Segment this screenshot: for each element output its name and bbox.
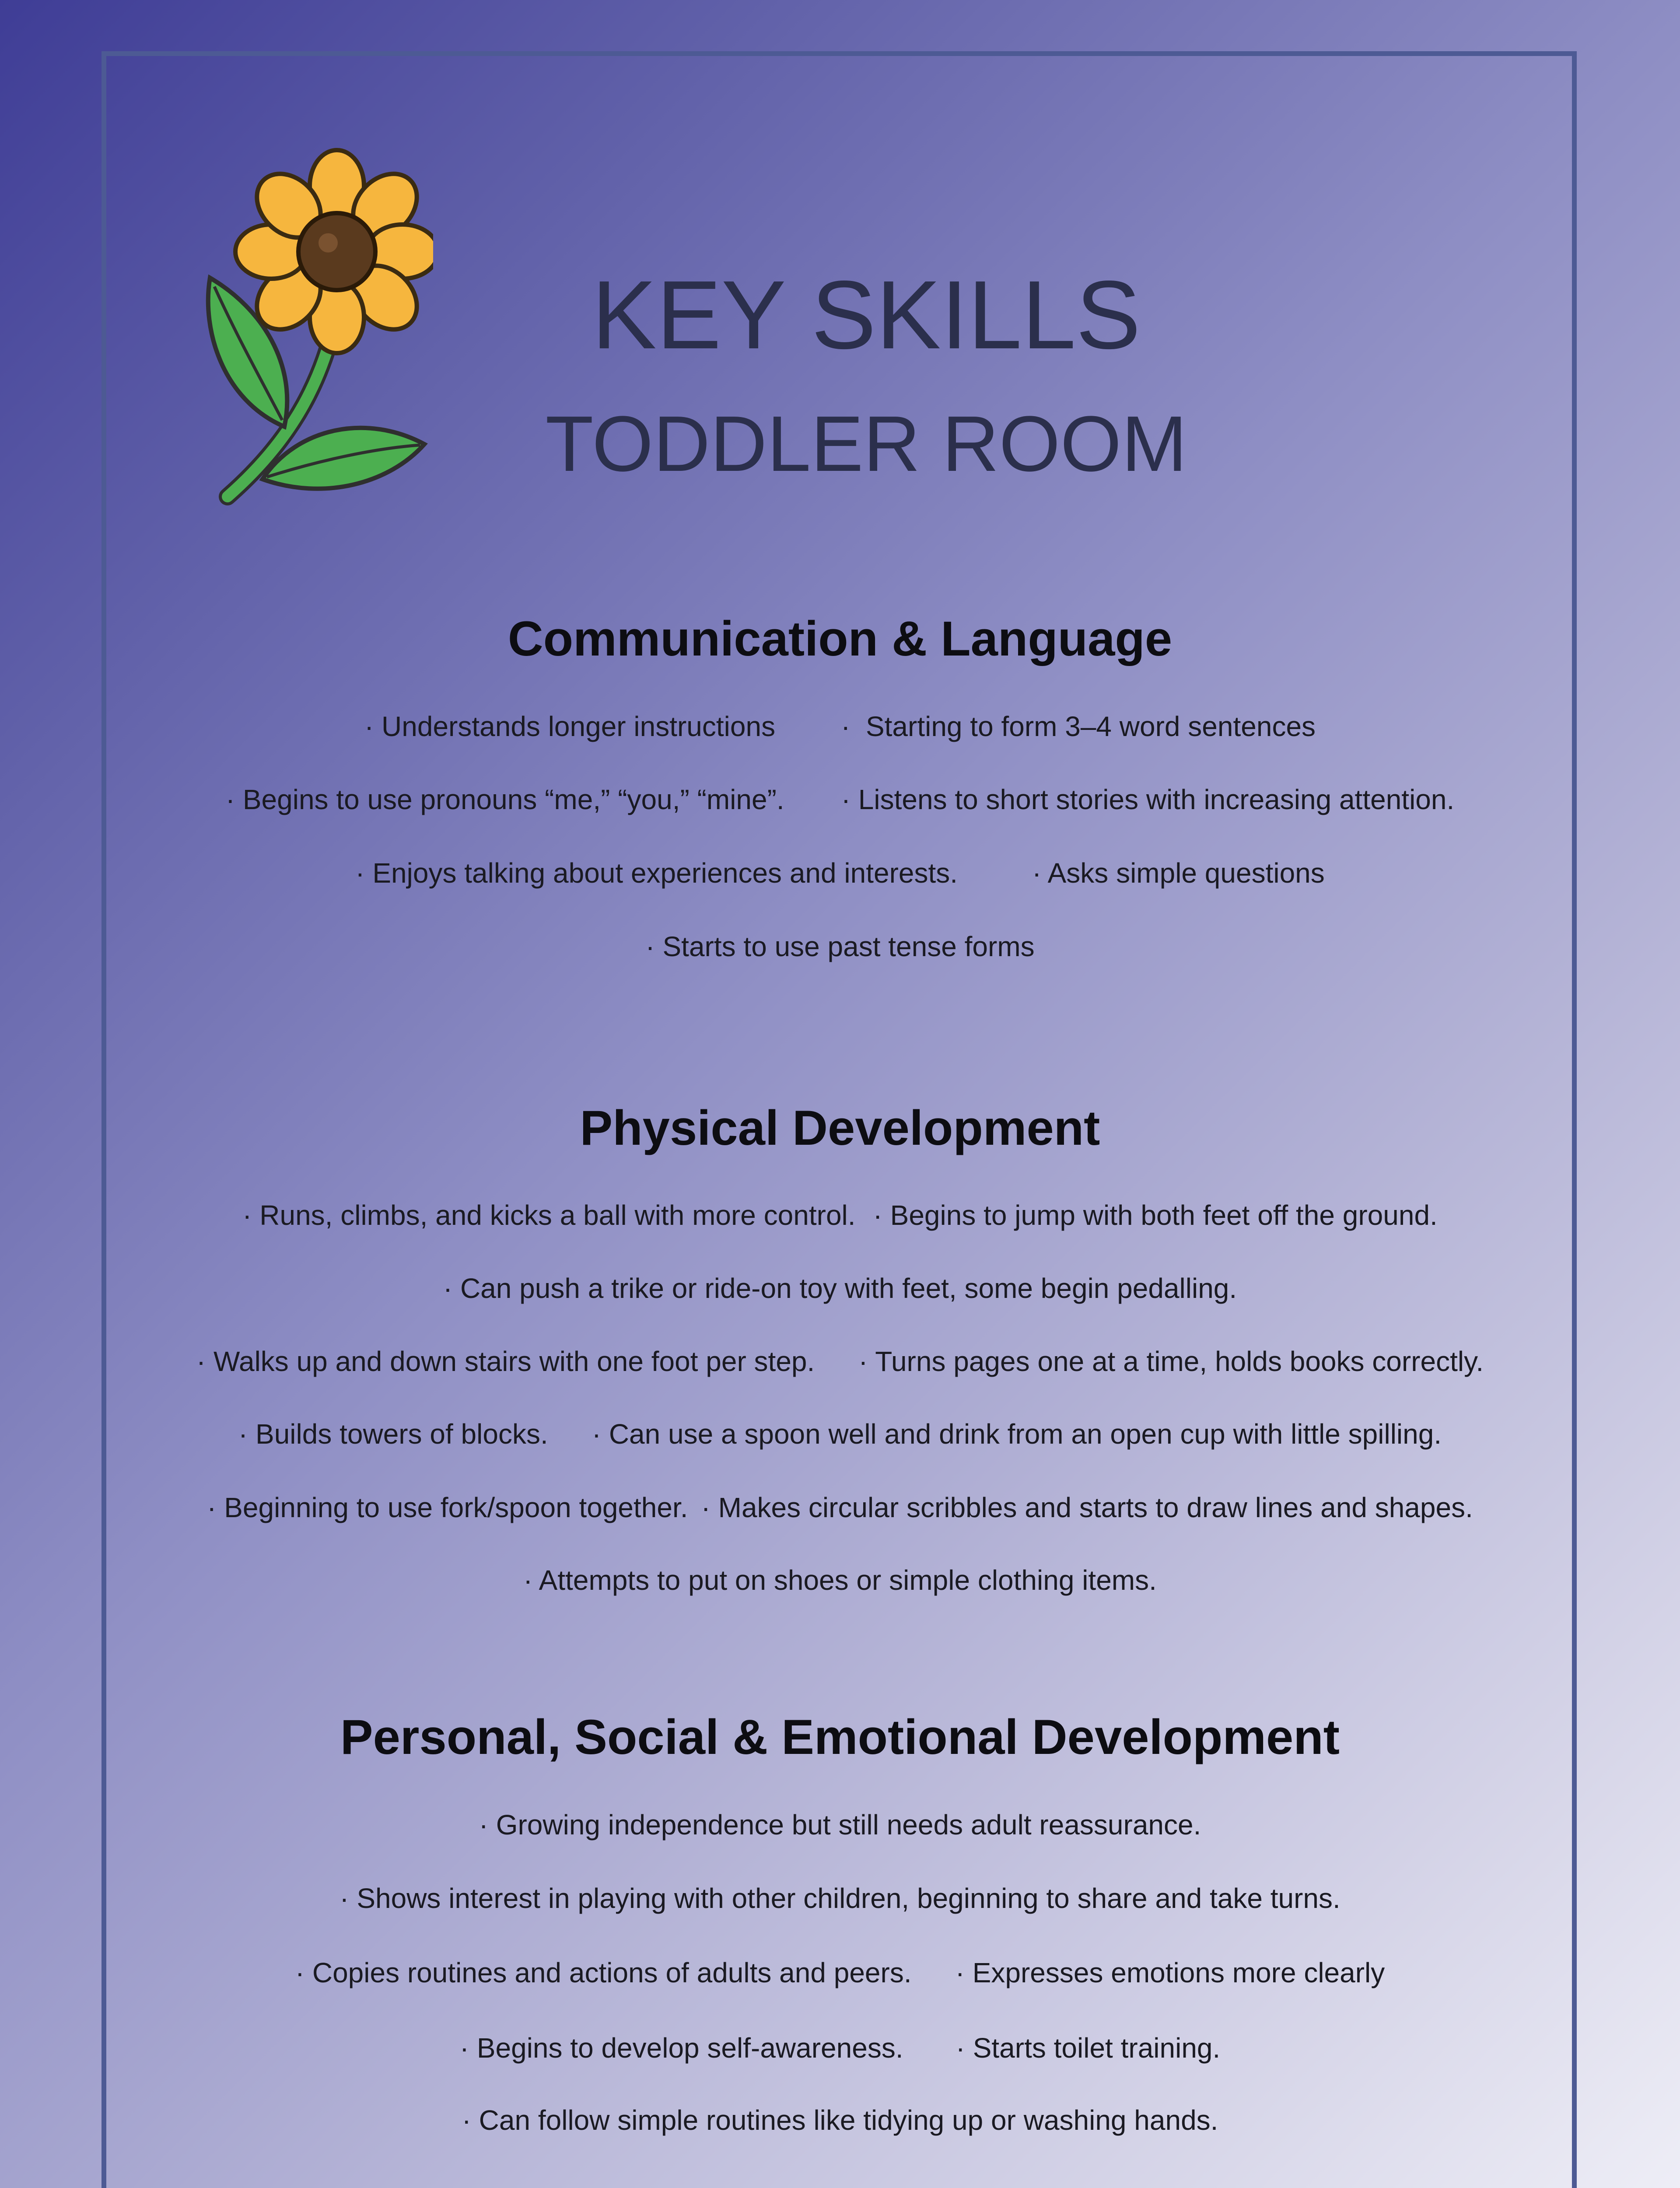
skill-line [0,1879,1680,1918]
skill-item: · Attempts to put on shoes or simple clothing items. [523,1564,1157,1596]
sunflower-icon [197,147,433,505]
skill-item: · Can use a spoon well and drink from an open cup with little spilling. [592,1418,1442,1450]
skill-item: · Turns pages one at a time, holds books correctly. [858,1346,1484,1377]
skill-item: · Builds towers of blocks. [238,1418,548,1450]
skill-item: · Copies routines and actions of adults and peers. [295,1957,912,1988]
skill-item: · Runs, climbs, and kicks a ball with more control. [242,1199,856,1231]
skill-line [0,1560,1680,1600]
skill-line [0,1488,1680,1527]
skill-item: · Begins to develop self-awareness. [459,2032,903,2064]
skill-line [0,927,1680,966]
skill-item: · Can follow simple routines like tidying up or washing hands. [462,2104,1218,2136]
page-subtitle: TODDLER ROOM [545,400,1187,488]
skill-item: · Expresses emotions more clearly [955,1957,1385,1988]
skill-line [0,853,1680,893]
skill-line [0,1196,1680,1235]
skill-line [0,1805,1680,1844]
skill-item: · Shows interest in playing with other children, beginning to share and take turns. [340,1883,1340,1914]
skill-item: · Asks simple questions [1032,857,1325,889]
skill-item: · Beginning to use fork/spoon together. [207,1492,688,1523]
section-heading-personal-social: Personal, Social & Emotional Development [340,1710,1340,1764]
skill-item: · Starts to use past tense forms [645,931,1035,962]
skill-line [0,780,1680,819]
skill-line [0,707,1680,746]
skill-item: · Begins to use pronouns “me,” “you,” “mine”. [225,784,784,815]
skill-item: · Walks up and down stairs with one foot per step. [196,1346,815,1377]
page-title: KEY SKILLS [592,261,1141,369]
section-heading-communication: Communication & Language [508,611,1172,666]
skill-item: · Starts toilet training. [956,2032,1221,2064]
skill-item: · Begins to jump with both feet off the ground. [873,1199,1438,1231]
skill-item: · Starting to form 3–4 word sentences [841,711,1316,742]
skill-line [0,2100,1680,2140]
skill-item: · Listens to short stories with increasing attention. [841,784,1455,815]
skill-line [0,1269,1680,1308]
skill-item: · Can push a trike or ride-on toy with feet, some begin pedalling. [443,1273,1237,1304]
skill-item: · Makes circular scribbles and starts to draw lines and shapes. [701,1492,1473,1523]
skill-line [0,2028,1680,2068]
skill-line [0,1342,1680,1381]
skill-item: · Enjoys talking about experiences and interests. [355,857,958,889]
skill-line [0,1953,1680,1992]
skill-item: · Understands longer instructions [364,711,776,742]
section-heading-physical: Physical Development [580,1101,1100,1155]
skill-item: · Growing independence but still needs adult reassurance. [479,1809,1201,1841]
skill-line [0,1414,1680,1454]
